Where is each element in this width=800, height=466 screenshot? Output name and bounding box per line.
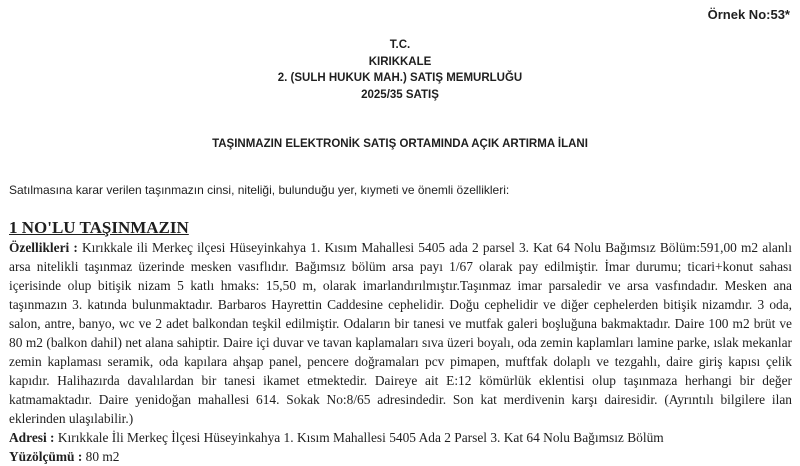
address-paragraph: [9, 428, 792, 447]
address-label: Adresi :: [9, 430, 55, 445]
property-details: [9, 238, 792, 466]
area-label: Yüzölçümü :: [9, 449, 83, 464]
header-line-tc: T.C.: [389, 39, 411, 51]
area-text: 80 m2: [82, 449, 120, 464]
header-line-case-no: 2025/35 SATIŞ: [361, 88, 439, 101]
document-header: [0, 37, 800, 103]
intro-text: Satılmasına karar verilen taşınmazın cinsi, niteliği, bulunduğu yer, kıymeti ve önemli özellikleri:: [9, 183, 510, 197]
sample-number: Örnek No:53*: [707, 7, 790, 22]
header-line-city: KIRIKKALE: [368, 55, 432, 68]
address-text: Kırıkkale İli Merkeç İlçesi Hüseyinkahya 1. Kısım Mahallesi 5405 Ada 2 Parsel 3. Kat 64 Nolu Bağımsız Bölüm: [54, 430, 664, 445]
property-section-title: 1 NO'LU TAŞINMAZIN: [9, 218, 189, 237]
features-paragraph: [9, 238, 792, 428]
features-text: Kırıkkale ili Merkeç ilçesi Hüseyinkahya 1. Kısım Mahallesi 5405 ada 2 parsel 3. Kat 64 Nolu Bağımsız Bölüm:591,00 m2 alanlı arsa nitelikli taşınmaz üzerinde mesken vasıflıdır. Bağımsız bölüm arsa payı 1/67 olarak pay edilmiştir. İmar durumu; ticari+konut sahası içerisinde olup bitişik nizam 5 katlı hmaks: 15,50 m, olarak imarlandırılmıştır.Taşınmaz imar parsaledir ve arsa vasfındadır. Mesken ana taşınmazın 3. katında bulunmaktadır. Barbaros Hayrettin Caddesine cephelidir. Doğu cephelidir ve diğer cephelerden bitişik nizamdır. 3 oda, salon, antre, banyo, wc ve 2 adet balkondan teşkil edilmiştir. Odaların bir tanesi ve mutfak galeri boşluğuna bakmaktadır. Daire 100 m2 brüt ve 80 m2 (balkon dahil) net alana sahiptir. Daire içi duvar ve tavan kaplamaları sıva üzeri boyalı, oda zemin kaplamları lamine parke, ıslak mekanlar zemin kaplaması seramik, oda kapılara ahşap panel, pencere doğramaları pcv pimapen, muftfak dolaplı ve tezgahlı, daire giriş kapısı çelik kapıdır. Halihazırda davalılardan bir tanesi ikamet etmektedir. Daireye ait E:12 kömürlük eklentisi olup taşınmaza herhangi bir değer katmamaktadır. Daire yenidoğan mahallesi 614. Sokak No:8/65 adresindedir. Son kat merdivenin karşı dairesidir. (Ayrıntılı bilgilere ilan eklerinden ulaşılabilir.): [9, 240, 792, 426]
announcement-title: TAŞINMAZIN ELEKTRONİK SATIŞ ORTAMINDA AÇIK ARTIRMA İLANI: [212, 138, 588, 150]
features-label: Özellikleri :: [9, 240, 78, 255]
header-line-office: 2. (SULH HUKUK MAH.) SATIŞ MEMURLUĞU: [277, 72, 523, 84]
